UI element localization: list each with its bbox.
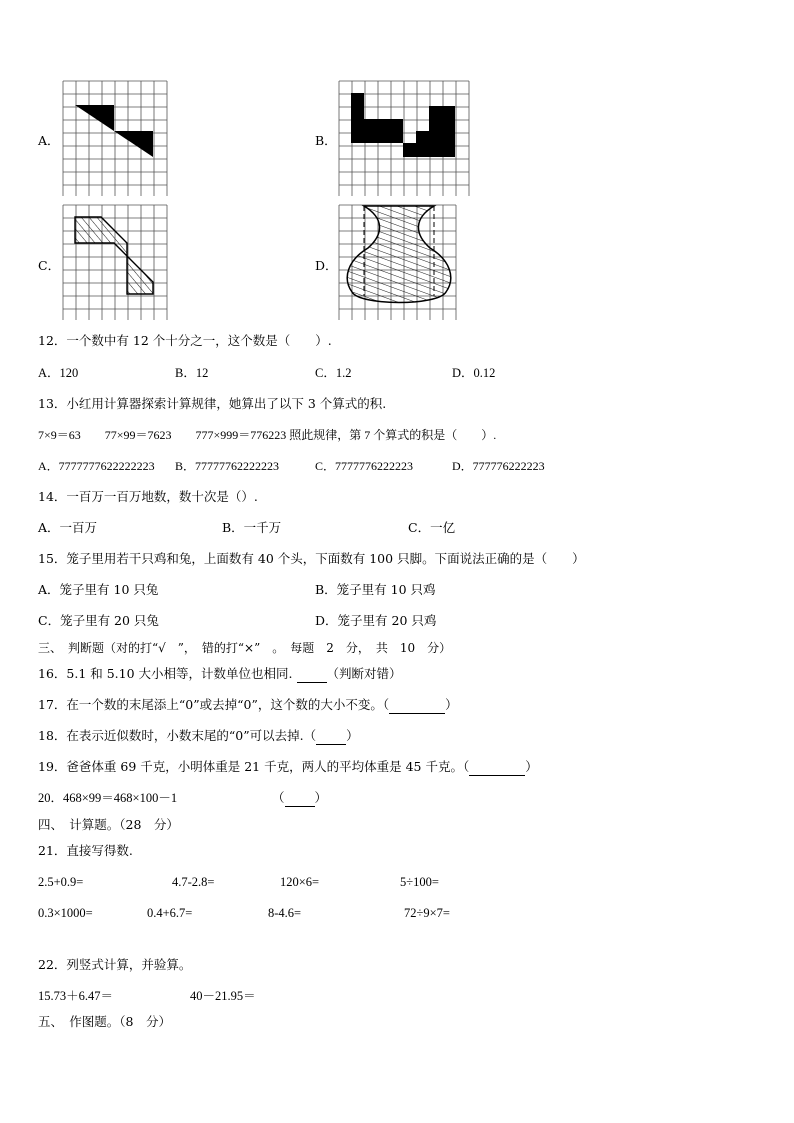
q16-answer-blank[interactable]	[297, 666, 327, 683]
q13-examples: 7×9＝63 77×99＝7623 777×999＝776223 照此规律，第 7 个算式的积是（ ）.	[38, 428, 497, 442]
q21-item: 8-4.6=	[268, 906, 302, 920]
q14-option-a: A．一百万	[38, 520, 98, 535]
figure-a-grid	[62, 80, 170, 196]
q17-close-paren: ）	[445, 697, 458, 712]
q18-text: 18．在表示近似数时，小数末尾的“0”可以去掉.（	[38, 728, 317, 743]
option-c-label: C．	[38, 258, 61, 273]
q13-stem: 13．小红用计算器探索计算规律，她算出了以下 3 个算式的积.	[38, 396, 387, 411]
q14-stem: 14．一百万一百万地数，数十次是（）.	[38, 489, 258, 504]
q20-text: 20．468×99＝468×100－1	[38, 791, 178, 805]
q22-stem: 22．列竖式计算，并验算。	[38, 957, 192, 972]
q14-option-c: C．一亿	[408, 520, 456, 535]
q21-item: 72÷9×7=	[404, 906, 450, 920]
q17-item	[38, 697, 458, 714]
q13-option-b: B．77777762222223	[175, 459, 280, 473]
q15-option-d: D．笼子里有 20 只鸡	[315, 613, 437, 628]
section-3-heading: 三、 判断题（对的打“√ ”， 错的打“×” 。 每题 2 分， 共 10 分）	[38, 641, 452, 655]
q22-item: 15.73＋6.47＝	[38, 989, 114, 1003]
figure-d-vase	[347, 206, 451, 303]
q16-text: 16．5.1 和 5.10 大小相等，计数单位也相同.	[38, 666, 293, 681]
q19-item	[38, 759, 538, 776]
q18-close-paren: ）	[346, 728, 359, 743]
option-b-label: B．	[315, 133, 337, 148]
figure-b-grid	[338, 80, 470, 196]
q12-option-b: B．12	[175, 366, 209, 380]
section-4-heading: 四、 计算题。（28 分）	[38, 817, 179, 832]
q21-item: 0.3×1000=	[38, 906, 93, 920]
q13-option-d: D．777776222223	[452, 459, 545, 473]
section-5-heading: 五、 作图题。（8 分）	[38, 1014, 171, 1029]
q12-option-d: D．0.12	[452, 366, 496, 380]
q14-option-b: B．一千万	[222, 520, 282, 535]
option-a-label: A．	[38, 133, 60, 148]
q21-item: 2.5+0.9=	[38, 875, 84, 889]
figure-b-shape	[351, 93, 455, 157]
q21-item: 4.7-2.8=	[172, 875, 215, 889]
q15-stem: 15．笼子里用若干只鸡和兔，上面数有 40 个头，下面数有 100 只脚。下面说法正确的是（ ）	[38, 551, 585, 566]
q21-item: 120×6=	[280, 875, 320, 889]
q20-answer-blank[interactable]	[285, 790, 315, 807]
q20-open-paren: （	[272, 790, 285, 805]
q19-answer-blank[interactable]	[469, 759, 525, 776]
q12-stem: 12．一个数中有 12 个十分之一，这个数是（ ）.	[38, 333, 332, 348]
figure-c-grid	[62, 204, 170, 320]
q20-answer	[272, 790, 327, 807]
q16-suffix: （判断对错）	[326, 666, 402, 681]
q16-item	[38, 666, 402, 683]
q12-option-c: C．1.2	[315, 366, 352, 380]
q12-option-a: A．120	[38, 366, 79, 380]
q17-text: 17．在一个数的末尾添上“0”或去掉“0”，这个数的大小不变。（	[38, 697, 390, 712]
q21-item: 0.4+6.7=	[147, 906, 193, 920]
q18-item	[38, 728, 359, 745]
q15-option-b: B．笼子里有 10 只鸡	[315, 582, 436, 597]
q18-answer-blank[interactable]	[316, 728, 346, 745]
q17-answer-blank[interactable]	[389, 697, 445, 714]
q13-option-c: C．7777776222223	[315, 459, 414, 473]
q13-option-a: A．7777777622222223	[38, 459, 155, 473]
q15-option-c: C．笼子里有 20 只兔	[38, 613, 159, 628]
q21-stem: 21．直接写得数.	[38, 843, 133, 858]
q19-text: 19．爸爸体重 69 千克，小明体重是 21 千克，两人的平均体重是 45 千克。（	[38, 759, 470, 774]
q21-item: 5÷100=	[400, 875, 439, 889]
q22-item: 40－21.95＝	[190, 989, 256, 1003]
q20-close-paren: ）	[314, 790, 328, 805]
option-d-label: D．	[315, 258, 338, 273]
q15-option-a: A．笼子里有 10 只兔	[38, 582, 159, 597]
figure-d-grid	[338, 204, 460, 320]
q19-close-paren: ）	[525, 759, 538, 774]
